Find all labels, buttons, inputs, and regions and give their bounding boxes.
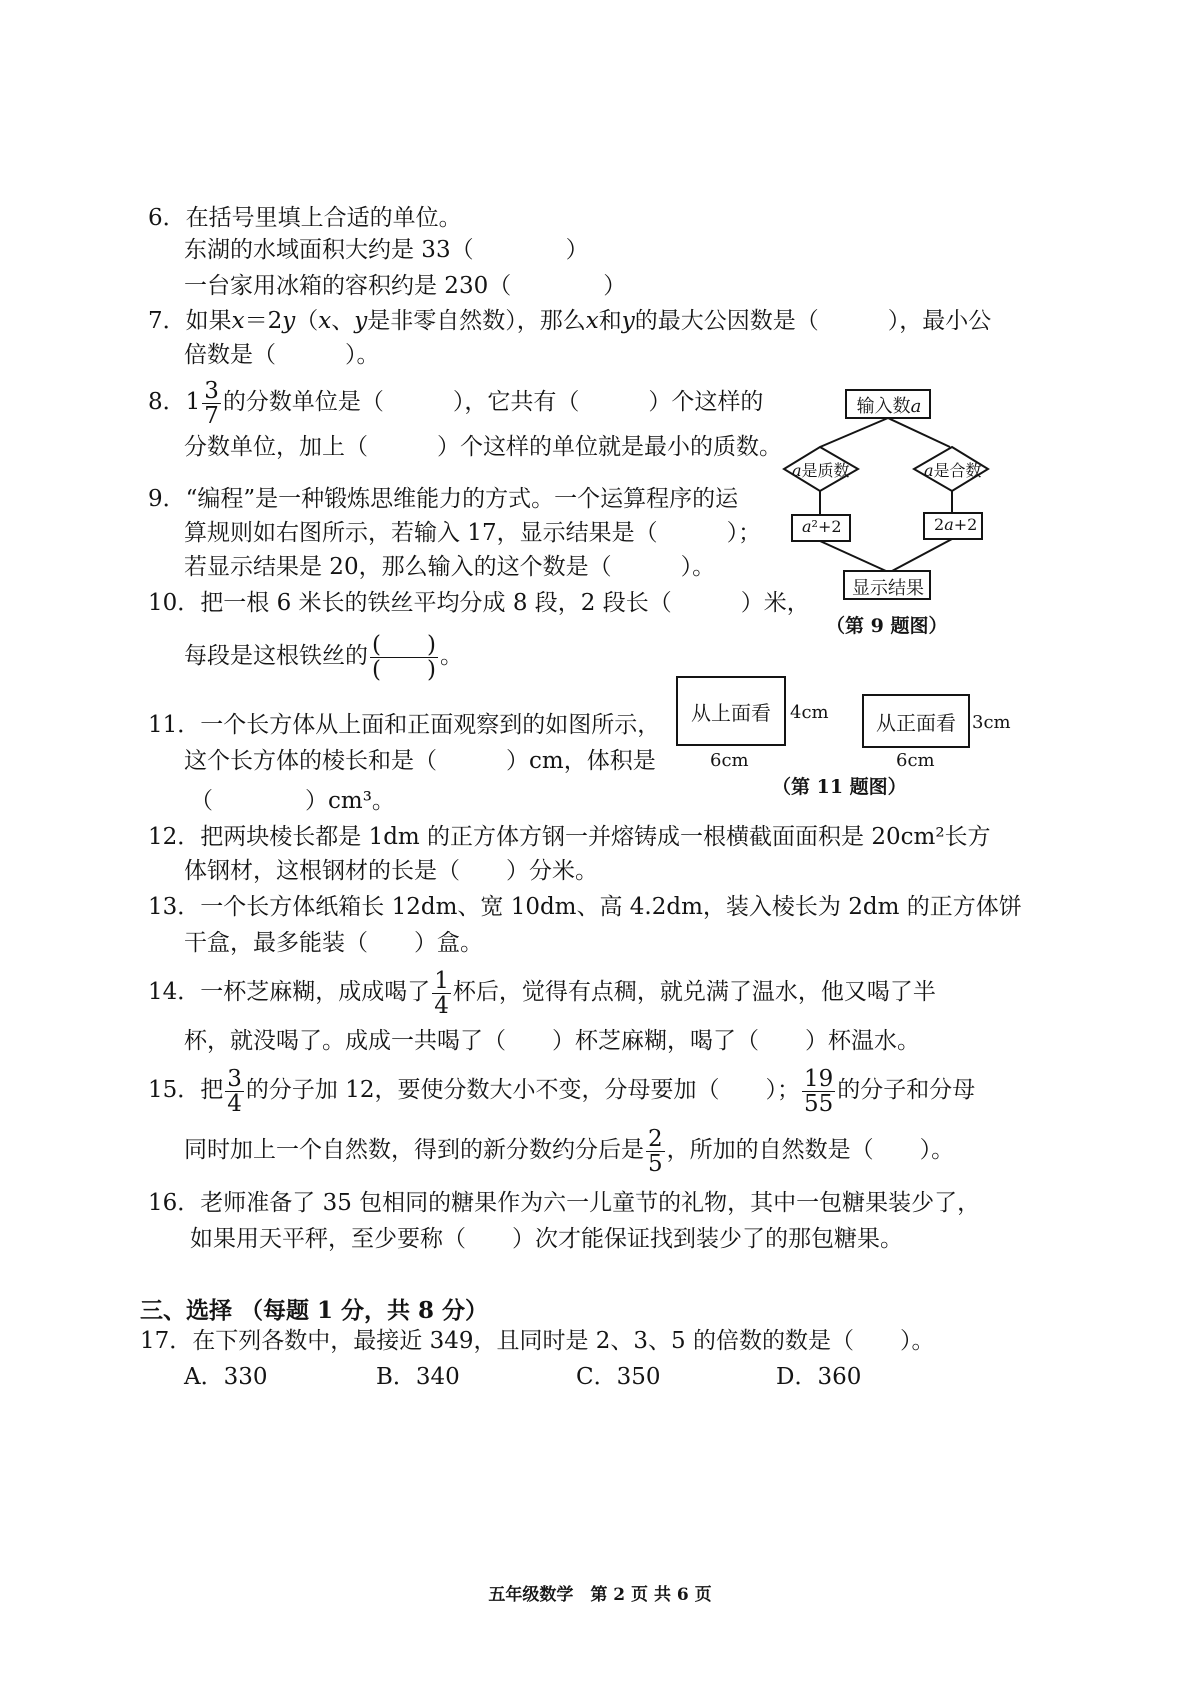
q11-line3: （ ）cm³。 xyxy=(190,788,395,814)
q14-fraction-denominator: 4 xyxy=(434,992,449,1019)
q12-line2: 体钢材，这根钢材的长是（ ）分米。 xyxy=(184,858,598,884)
q15-text: 的分子加 12，要使分数大小不变，分母要加（ ）； xyxy=(245,1077,800,1103)
q15-text: 同时加上一个自然数，得到的新分数约分后是 xyxy=(184,1137,644,1163)
flow-composite-label: a是合数 xyxy=(924,461,982,480)
q15-fraction-3-numerator: 2 xyxy=(648,1125,663,1152)
q8-line1 xyxy=(148,378,763,428)
q15-line1 xyxy=(148,1064,975,1116)
q11-top-bottom-label: 6cm xyxy=(710,750,749,771)
q13-line2: 干盒，最多能装（ ）盒。 xyxy=(184,930,483,956)
q9-line2: 算规则如右图所示，若输入 17，显示结果是（ ）； xyxy=(184,520,762,546)
flow-op-square: a²+2 xyxy=(802,517,842,536)
q15-text: 15．把 xyxy=(148,1077,224,1103)
q10-line1: 10．把一根 6 米长的铁丝平均分成 8 段，2 段长（ ）米， xyxy=(148,590,810,616)
q9-line3: 若显示结果是 20，那么输入的这个数是（ ）。 xyxy=(184,554,716,580)
q13-line1: 13．一个长方体纸箱长 12dm、宽 10dm、高 4.2dm，装入棱长为 2dm 的正方体饼 xyxy=(148,894,1022,920)
q15-text: 的分子和分母 xyxy=(837,1077,976,1103)
q9-flowchart xyxy=(780,385,1000,645)
flow-input-label: 输入数a xyxy=(856,396,922,417)
q7-var-y: y xyxy=(354,308,368,334)
q11-line1: 11．一个长方体从上面和正面观察到的如图所示， xyxy=(148,712,661,738)
q7-text: 的最大公因数是（ ），最小公 xyxy=(634,308,992,334)
q14-text: 杯后，觉得有点稠，就兑满了温水，他又喝了半 xyxy=(452,979,936,1005)
q7-text: （ xyxy=(295,308,319,334)
q6-line2: 一台家用冰箱的容积约是 230（ ） xyxy=(184,273,627,299)
q14-fraction-numerator: 1 xyxy=(434,967,449,994)
q15-fraction-2 xyxy=(802,1067,835,1116)
q15-fraction-3-denominator: 5 xyxy=(648,1150,663,1177)
q8-fraction-denominator: 7 xyxy=(204,402,219,429)
flow-op-double: 2a+2 xyxy=(934,515,978,534)
q7-eq: ＝2 xyxy=(244,308,283,334)
q17-option-c: C．350 xyxy=(576,1364,661,1390)
q15-text: ，所加的自然数是（ ）。 xyxy=(666,1137,955,1163)
q7-line2: 倍数是（ ）。 xyxy=(184,342,380,368)
q10-line2 xyxy=(184,630,463,682)
q8-fraction-numerator: 3 xyxy=(204,377,219,404)
q11-front-side-label: 3cm xyxy=(972,712,1011,733)
q9-line1: 9．“编程”是一种锻炼思维能力的方式。一个运算程序的运 xyxy=(148,486,739,512)
q17-option-b: B．340 xyxy=(376,1364,460,1390)
q8-text: 的分数单位是（ ），它共有（ ）个这样的 xyxy=(222,389,764,415)
q17-option-a: A．330 xyxy=(184,1364,268,1390)
page-footer: 五年级数学 第 2 页 共 6 页 xyxy=(488,1585,712,1605)
q8-line2: 分数单位，加上（ ）个这样的单位就是最小的质数。 xyxy=(184,434,782,460)
q7-line1 xyxy=(148,306,991,336)
q10-fraction-numerator: ( ) xyxy=(372,631,436,658)
q17-option-d: D．360 xyxy=(776,1364,862,1390)
q10-fraction-denominator: ( ) xyxy=(372,656,436,683)
q15-line2 xyxy=(184,1124,954,1176)
q15-fraction-2-denominator: 55 xyxy=(804,1090,834,1117)
q14-line1 xyxy=(148,966,936,1018)
q15-fraction-1-numerator: 3 xyxy=(227,1065,242,1092)
q9-figure-caption: （第 9 题图） xyxy=(826,615,948,637)
q10-end: 。 xyxy=(439,643,463,669)
q11-line2: 这个长方体的棱长和是（ ）cm，体积是 xyxy=(184,748,656,774)
q7-var-y: y xyxy=(282,308,296,334)
q7-var-x: x xyxy=(585,308,599,334)
q14-fraction xyxy=(432,969,451,1018)
flow-result-label: 显示结果 xyxy=(852,578,924,599)
flow-prime-label: a是质数 xyxy=(792,461,850,480)
q7-text: 、 xyxy=(331,308,355,334)
q11-top-view-box: 从上面看 xyxy=(676,676,786,746)
q15-fraction-1-denominator: 4 xyxy=(227,1090,242,1117)
q14-text: 14．一杯芝麻糊，成成喝了 xyxy=(148,979,431,1005)
q11-front-bottom-label: 6cm xyxy=(896,750,935,771)
q7-text: 和 xyxy=(598,308,622,334)
q15-fraction-2-numerator: 19 xyxy=(804,1065,834,1092)
q15-fraction-3 xyxy=(646,1127,665,1176)
q11-front-view-box: 从正面看 xyxy=(862,694,970,748)
q17-line1: 17．在下列各数中，最接近 349，且同时是 2、3、5 的倍数的数是（ ）。 xyxy=(140,1328,935,1354)
q14-line2: 杯，就没喝了。成成一共喝了（ ）杯芝麻糊，喝了（ ）杯温水。 xyxy=(184,1028,920,1054)
q7-text: 7．如果 xyxy=(148,308,232,334)
q11-top-side-label: 4cm xyxy=(790,702,829,723)
q6-title: 6．在括号里填上合适的单位。 xyxy=(148,205,462,231)
q7-text: 是非零自然数），那么 xyxy=(367,308,586,334)
q12-line1: 12．把两块棱长都是 1dm 的正方体方钢一并熔铸成一根横截面面积是 20cm²长方 xyxy=(148,824,991,850)
q8-number: 8．1 xyxy=(148,389,201,415)
q15-fraction-1 xyxy=(225,1067,244,1116)
q10-fraction-blank xyxy=(370,633,438,682)
section-3-heading: 三、选择 （每题 1 分，共 8 分） xyxy=(140,1297,489,1324)
q8-fraction xyxy=(202,379,221,428)
q10-text: 每段是这根铁丝的 xyxy=(184,643,368,669)
q16-line1: 16．老师准备了 35 包相同的糖果作为六一儿童节的礼物，其中一包糖果装少了， xyxy=(148,1190,981,1216)
q7-var-x: x xyxy=(318,308,332,334)
q7-var-x: x xyxy=(231,308,245,334)
q7-var-y: y xyxy=(621,308,635,334)
q16-line2: 如果用天平秤，至少要称（ ）次才能保证找到装少了的那包糖果。 xyxy=(190,1226,903,1252)
q6-line1: 东湖的水域面积大约是 33（ ） xyxy=(184,237,589,263)
q11-figure-caption: （第 11 题图） xyxy=(772,776,907,798)
